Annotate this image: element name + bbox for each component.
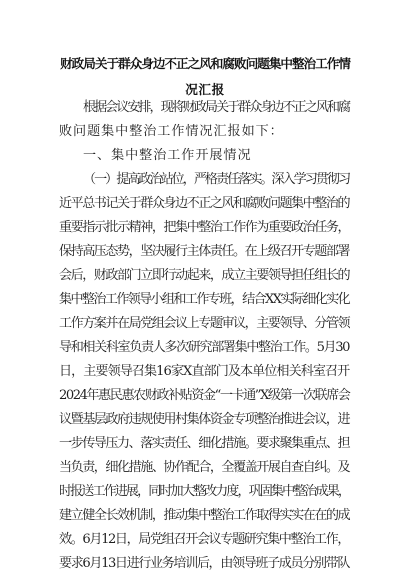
- body-line-11: 日，主要领导召集16家X直部门及本单位相关科室召开: [59, 364, 350, 379]
- body-line-13: 议暨基层政府违规使用村集体资金专项整治推进会议，进: [59, 412, 349, 427]
- body-line-16: 时报送工作进展，同时加大整改力度，巩固集中整治成果，: [59, 484, 349, 499]
- document-title-line-2: 况汇报: [185, 82, 225, 97]
- section-heading: 一、集中整治工作开展情况: [83, 148, 252, 163]
- body-line-4: 近平总书记关于群众身边不正之风和腐败问题集中整治的: [59, 196, 349, 211]
- body-line-2: 败问题集中整治工作情况汇报如下：: [59, 124, 284, 139]
- body-line-6: 保持高压态势，坚决履行主体责任。在上级召开专题部署: [59, 244, 349, 259]
- body-line-8: 集中整治工作领导小组和工作专班，结合XX实际细化实化: [59, 292, 349, 307]
- body-line-17: 建立健全长效机制，推动集中整治工作取得实实在在的成: [59, 508, 349, 523]
- body-line-14: 一步传导压力、落实责任、细化措施。要求聚集重点、担: [59, 436, 349, 451]
- document-title-line-1: 财政局关于群众身边不正之风和腐败问题集中整治工作情: [60, 56, 350, 71]
- body-line-10: 导和相关科室负责人多次研究部署集中整治工作。5月30: [59, 340, 349, 355]
- body-line-15: 当负责，细化措施、协作配合，全覆盖开展自查自纠。及: [59, 460, 349, 475]
- body-line-1: 根据会议安排，现将财政局关于群众身边不正之风和腐: [83, 100, 349, 115]
- body-line-18: 效。6月12日，局党组召开会议专题研究集中整治工作，: [59, 532, 349, 547]
- body-line-5: 重要指示批示精神，把集中整治工作作为重要政治任务，: [59, 220, 349, 235]
- body-line-19: 要求6月13日进行业务培训后，由领导班子成员分别带队: [59, 556, 349, 571]
- body-line-12: 2024年惠民惠农财政补贴资金“一卡通”X级第一次联席会: [59, 388, 350, 403]
- body-line-7: 会后，财政部门立即行动起来，成立主要领导担任组长的: [59, 268, 349, 283]
- body-line-3: （一）提高政治站位，严格责任落实。深入学习贯彻习: [83, 172, 349, 187]
- body-line-9: 工作方案并在局党组会议上专题审议，主要领导、分管领: [59, 316, 349, 331]
